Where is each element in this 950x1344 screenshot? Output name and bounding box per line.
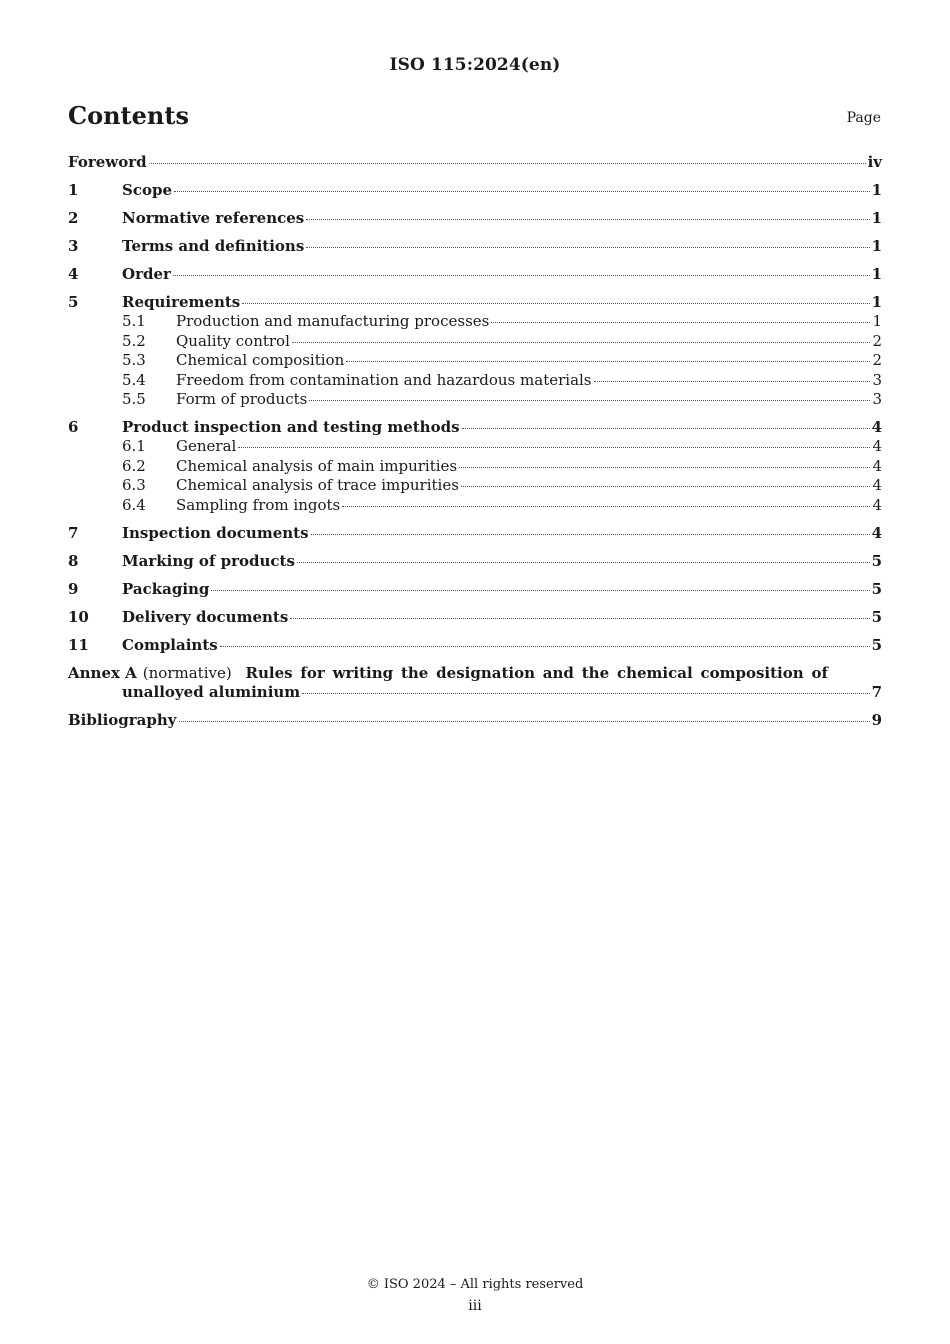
dot-leader: [174, 191, 870, 192]
dot-leader: [309, 400, 870, 401]
dot-leader: [342, 506, 870, 507]
toc-page-number: 1: [871, 265, 882, 283]
table-of-contents: [68, 153, 882, 730]
toc-entry-subclause-5-2[interactable]: [68, 332, 882, 351]
toc-title: Chemical analysis of trace impurities: [176, 476, 459, 495]
toc-entry-subclause-6-1[interactable]: [68, 437, 882, 456]
dot-leader: [311, 534, 870, 535]
toc-entry-clause-2[interactable]: [68, 209, 882, 228]
toc-clause-number: 1: [68, 181, 79, 199]
annex-title-word: Rules: [245, 663, 293, 682]
annex-title-word: for: [300, 663, 325, 682]
dot-leader: [462, 428, 870, 429]
toc-page-number: 5: [871, 551, 882, 570]
toc-clause-number: 11: [68, 635, 89, 654]
dot-leader: [302, 693, 869, 694]
toc-page-number: 4: [871, 418, 882, 437]
toc-title: Sampling from ingots: [176, 495, 341, 514]
toc-entry-clause-4[interactable]: [68, 265, 882, 284]
toc-title: Scope: [122, 181, 173, 199]
toc-page-number: 9: [871, 711, 882, 730]
dot-leader: [149, 163, 866, 164]
dot-leader: [238, 447, 870, 448]
toc-page-number: 4: [872, 476, 882, 495]
toc-title: Order: [122, 265, 171, 283]
annex-label: Annex A: [68, 663, 137, 682]
toc-page-number: 2: [872, 351, 882, 370]
toc-clause-number: 9: [68, 579, 79, 598]
toc-page-number: 3: [872, 370, 882, 389]
toc-page-number: 1: [872, 312, 882, 331]
toc-clause-number: 6.3: [122, 476, 146, 495]
toc-entry-clause-5[interactable]: [68, 293, 882, 312]
annex-title-word: of: [811, 663, 828, 682]
toc-clause-number: 5.4: [122, 370, 146, 389]
dot-leader: [292, 342, 871, 343]
annex-title-word: designation: [436, 663, 535, 682]
toc-title: Bibliography: [68, 711, 177, 730]
toc-title: Marking of products: [122, 551, 295, 570]
toc-clause-number: 5.2: [122, 331, 146, 350]
toc-clause-number: 8: [68, 551, 79, 570]
toc-clause-number: 5.1: [122, 312, 146, 331]
toc-entry-clause-7[interactable]: [68, 524, 882, 543]
toc-page-number: 5: [871, 635, 882, 654]
toc-page-number: 5: [871, 607, 882, 626]
dot-leader: [491, 322, 870, 323]
toc-title: General: [176, 437, 237, 456]
dot-leader: [242, 303, 869, 304]
dot-leader: [459, 467, 870, 468]
toc-entry-clause-11[interactable]: [68, 636, 882, 655]
toc-page-number: 1: [871, 181, 882, 199]
annex-title-word: and: [542, 663, 574, 682]
annex-type: (normative): [142, 663, 232, 682]
annex-title-word: composition: [700, 663, 804, 682]
copyright-notice: © ISO 2024 – All rights reserved: [366, 1277, 584, 1292]
toc-page-number: 5: [871, 579, 882, 598]
toc-clause-number: 5: [68, 293, 79, 311]
toc-entry-clause-1[interactable]: [68, 181, 882, 200]
toc-clause-number: 5.5: [122, 390, 146, 409]
toc-title: Freedom from contamination and hazardous materials: [176, 370, 592, 389]
toc-entry-subclause-6-2[interactable]: [68, 457, 882, 476]
annex-title-word: the: [581, 663, 610, 682]
toc-clause-number: 6: [68, 418, 79, 437]
toc-title: Foreword: [68, 153, 147, 171]
toc-entry-clause-6[interactable]: [68, 418, 882, 437]
toc-entry-clause-9[interactable]: [68, 580, 882, 599]
toc-title: Terms and definitions: [122, 237, 305, 255]
toc-page-number: 2: [872, 331, 882, 350]
annex-title-word: chemical: [616, 663, 693, 682]
toc-page-number: 4: [872, 495, 882, 514]
toc-page-number: 1: [871, 293, 882, 311]
contents-heading: Contents: [68, 101, 189, 130]
toc-entry-foreword[interactable]: [68, 153, 882, 172]
toc-clause-number: 3: [68, 237, 79, 255]
toc-title: Form of products: [176, 390, 308, 409]
toc-entry-clause-8[interactable]: [68, 552, 882, 571]
annex-title-line-1: [68, 664, 828, 683]
toc-title: Chemical analysis of main impurities: [176, 456, 458, 475]
dot-leader: [346, 361, 870, 362]
toc-entry-subclause-6-3[interactable]: [68, 476, 882, 495]
toc-clause-number: 5.3: [122, 351, 146, 370]
toc-entry-subclause-5-5[interactable]: [68, 390, 882, 409]
toc-page-number: 7: [871, 683, 882, 702]
toc-entry-subclause-5-4[interactable]: [68, 371, 882, 390]
toc-page-number: 3: [872, 390, 882, 409]
toc-page-number: 1: [871, 209, 882, 227]
dot-leader: [220, 646, 870, 647]
toc-entry-clause-10[interactable]: [68, 608, 882, 627]
dot-leader: [211, 590, 869, 591]
toc-title: unalloyed aluminium: [122, 683, 301, 702]
dot-leader: [594, 381, 871, 382]
dot-leader: [290, 618, 869, 619]
toc-title: Requirements: [122, 293, 241, 311]
dot-leader: [306, 219, 869, 220]
toc-title: Complaints: [122, 635, 218, 654]
toc-entry-annex-a[interactable]: [68, 664, 882, 703]
toc-title: Delivery documents: [122, 607, 289, 626]
toc-clause-number: 6.2: [122, 456, 146, 475]
annex-title-word: writing: [332, 663, 394, 682]
toc-title: Normative references: [122, 209, 305, 227]
toc-page-number: 1: [871, 237, 882, 255]
toc-title: Quality control: [176, 331, 290, 350]
toc-clause-number: 10: [68, 607, 89, 626]
dot-leader: [306, 247, 869, 248]
toc-clause-number: 7: [68, 523, 79, 542]
toc-page-number: 4: [871, 523, 882, 542]
annex-label-group: [68, 664, 238, 683]
toc-title: Production and manufacturing processes: [176, 312, 490, 331]
dot-leader: [297, 562, 870, 563]
toc-entry-subclause-5-1[interactable]: [68, 312, 882, 331]
toc-clause-number: 4: [68, 265, 79, 283]
toc-title: Inspection documents: [122, 523, 309, 542]
toc-clause-number: 2: [68, 209, 79, 227]
page-column-label: Page: [846, 110, 881, 126]
toc-title: Packaging: [122, 579, 210, 598]
toc-entry-bibliography[interactable]: [68, 711, 882, 730]
toc-entry-clause-3[interactable]: [68, 237, 882, 256]
toc-page-number: 4: [872, 456, 882, 475]
page-number: iii: [468, 1298, 482, 1314]
toc-title: Chemical composition: [176, 351, 345, 370]
dot-leader: [173, 275, 870, 276]
toc-entry-subclause-6-4[interactable]: [68, 496, 882, 515]
document-id-header: ISO 115:2024(en): [389, 55, 561, 75]
dot-leader: [179, 721, 870, 722]
annex-title-word: the: [400, 663, 429, 682]
toc-clause-number: 6.4: [122, 495, 146, 514]
annex-title-line-2: [68, 683, 882, 702]
toc-title: Product inspection and testing methods: [122, 418, 460, 437]
toc-page-number: 4: [872, 437, 882, 456]
toc-clause-number: 6.1: [122, 437, 146, 456]
toc-page-number: iv: [867, 153, 882, 171]
toc-entry-subclause-5-3[interactable]: [68, 351, 882, 370]
dot-leader: [461, 486, 871, 487]
